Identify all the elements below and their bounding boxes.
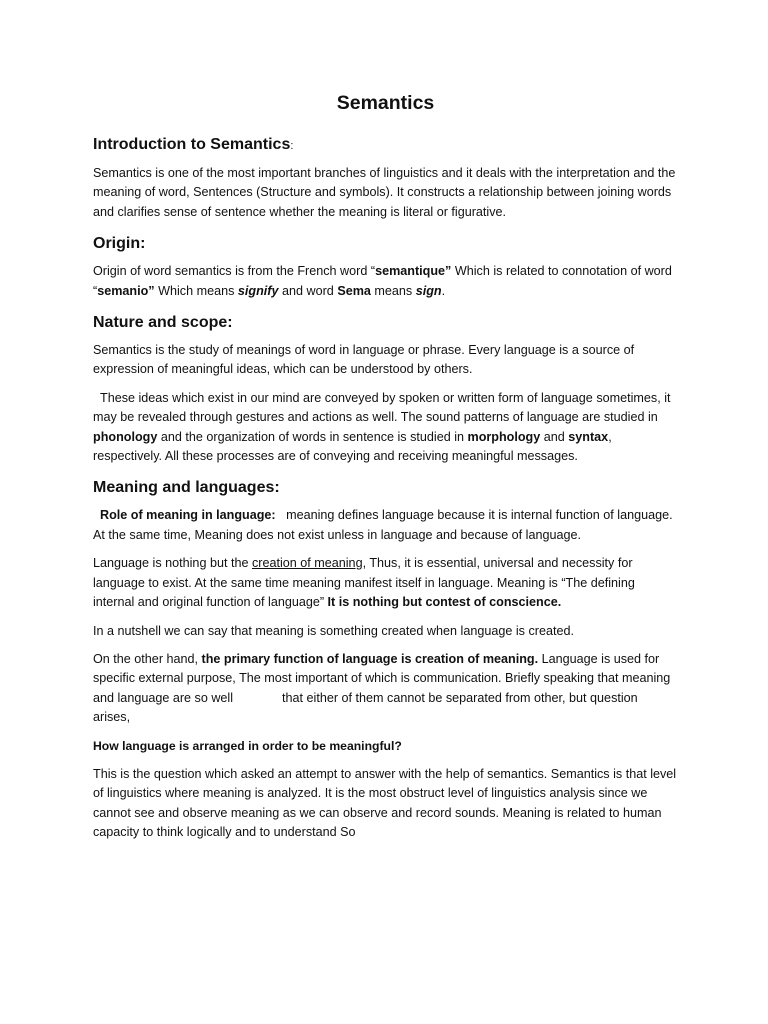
intro-heading-text: Introduction to Semantics [93,136,291,153]
origin-text-4: and word [278,283,338,298]
origin-bold-sema: Sema [337,283,371,298]
meaning-question [93,737,678,756]
meaning-p2-text-1: Language is nothing but the [93,556,252,571]
nature-p2-text-2: and the organization of words in sentence is studied in [157,429,468,444]
origin-bold-semantique: semantique” [375,264,452,279]
meaning-underline-creation: creation of meaning [251,556,363,571]
intro-heading-colon: : [290,140,294,152]
intro-heading [93,132,678,159]
meaning-role-label: Role of meaning in language: [93,508,276,523]
meaning-p1-text: meaning defines language because it is internal function of language. At the same time, Meaning does not exist unless in language and because of language. [93,508,673,542]
meaning-p4-text-1: On the other hand, [93,651,202,666]
nature-bold-phonology: phonology [93,429,158,444]
nature-paragraph-2 [93,389,678,467]
meaning-p2-text-2: , Thus, it is essential, universal and necessity for language to exist. At the same time meaning manifest itself in language. Meaning is “The defining internal and original function of language” [93,556,635,610]
meaning-question-text: How language is arranged in order to be meaningful? [93,738,402,753]
intro-paragraph: Semantics is one of the most important branches of linguistics and it deals with the interpretation and the meaning of word, Sentences (Structure and symbols). It constructs a relationship between joining words and clarifies sense of sentence whether the meaning is literal or figurative. [93,166,676,219]
nature-p2-text-3: and [540,429,569,444]
origin-paragraph [93,262,678,301]
origin-bold-italic-sign: sign [415,283,442,298]
page-title: Semantics [336,92,435,114]
origin-text-6: . [441,283,446,298]
nature-p2-text-4: , respectively. All these processes are of conveying and receiving meaningful messages. [93,429,612,464]
document-body [93,88,678,852]
meaning-p4-bold: the primary function of language is creation of meaning. [201,651,539,666]
nature-paragraph-1: Semantics is the study of meanings of word in language or phrase. Every language is a source of expression of meaningful ideas, which can be understood by others. [93,343,635,377]
origin-text-2: Which is related to connotation of word “ [93,264,672,298]
nature-heading: Nature and scope: [93,314,233,332]
origin-text-5: means [370,283,416,298]
meaning-heading: Meaning and languages: [93,479,280,497]
origin-heading: Origin: [93,235,146,253]
nature-bold-syntax: syntax [568,429,609,444]
meaning-paragraph-2 [93,554,678,612]
origin-bold-semanio: semanio” [97,283,155,298]
meaning-p2-bold: It is nothing but contest of conscience. [327,595,562,610]
meaning-p4-text-2: Language is used for specific external purpose, The most important of which is communication. Briefly speaking that meaning and language are so well that either of them cannot be separated from other, but question arises, [93,651,671,725]
nature-bold-morphology: morphology [467,429,541,444]
origin-bold-italic-signify: signify [237,283,279,298]
origin-text-1: Origin of word semantics is from the French word “ [93,264,376,279]
meaning-paragraph-3: In a nutshell we can say that meaning is something created when language is created. [93,623,574,638]
meaning-paragraph-1 [93,506,678,545]
origin-text-3: Which means [154,283,238,298]
meaning-paragraph-4 [93,650,678,728]
meaning-paragraph-5: This is the question which asked an attempt to answer with the help of semantics. Semantics is that level of linguistics where meaning is analyzed. It is the most obstruct level of linguistics analysis since we cannot see and observe meaning as we can observe and record sounds. Meaning is related to human capacity to think logically and to understand So [93,766,677,840]
nature-p2-text-1: These ideas which exist in our mind are conveyed by spoken or written form of language sometimes, it may be revealed through gestures and actions as well. The sound patterns of language are studied in [93,390,671,425]
